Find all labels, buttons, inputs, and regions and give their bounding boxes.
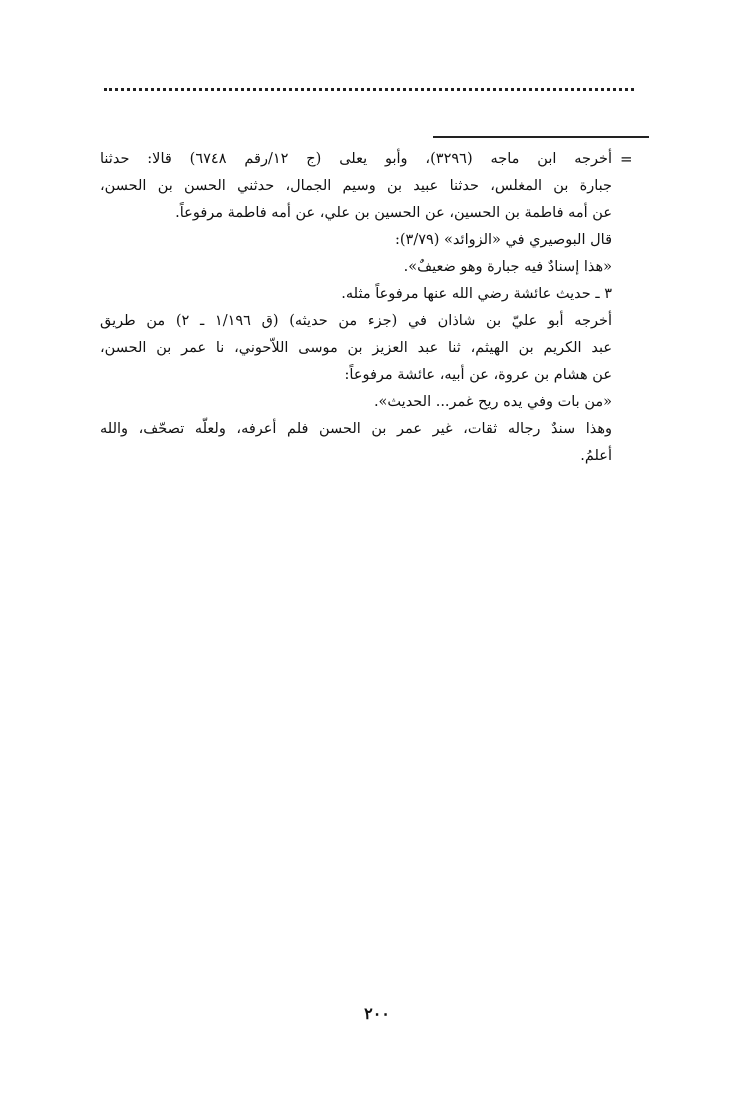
hadith-heading: ٣ ـ حديث عائشة رضي الله عنها مرفوعاً مثله.: [341, 286, 612, 302]
footnote-line: جبارة بن المغلس، حدثنا عبيد بن وسيم الجمال، حدثني الحسن بن الحسن،: [100, 178, 612, 194]
quotation-line: «هذا إسنادٌ فيه جبارة وهو ضعيفٌ».: [403, 259, 612, 275]
footnote-line: قال البوصيري في «الزوائد» (٣/٧٩):: [394, 232, 612, 248]
quotation-line: «من بات وفي يده ريح غمر... الحديث».: [373, 394, 612, 410]
footnote-rule: [433, 136, 649, 138]
footnote-line: عن هشام بن عروة، عن أبيه، عائشة مرفوعاً:: [344, 367, 612, 383]
footnote-text: [100, 146, 612, 470]
continuation-mark: =: [620, 150, 633, 168]
footnote-line: أعلمُ.: [580, 448, 612, 464]
dotted-separator: [104, 88, 634, 91]
page-number: ٢٠٠: [364, 1004, 390, 1023]
footnote-line: عبد الكريم بن الهيثم، ثنا عبد العزيز بن موسى اللاّحوني، نا عمر بن الحسن،: [100, 340, 612, 356]
footnote-line: أخرجه أبو عليّ بن شاذان في (جزء من حديثه) (ق ١/١٩٦ ـ ٢) من طريق: [100, 313, 612, 329]
footnote-line: وهذا سندٌ رجاله ثقات، غير عمر بن الحسن فلم أعرفه، ولعلّه تصحّف، والله: [100, 421, 612, 437]
footnote-line: أخرجه ابن ماجه (٣٢٩٦)، وأبو يعلى (ج ١٢/رقم ٦٧٤٨) قالا: حدثنا: [100, 151, 612, 167]
footnote-line: عن أمه فاطمة بن الحسين، عن الحسين بن علي، عن أمه فاطمة مرفوعاً.: [175, 205, 612, 221]
